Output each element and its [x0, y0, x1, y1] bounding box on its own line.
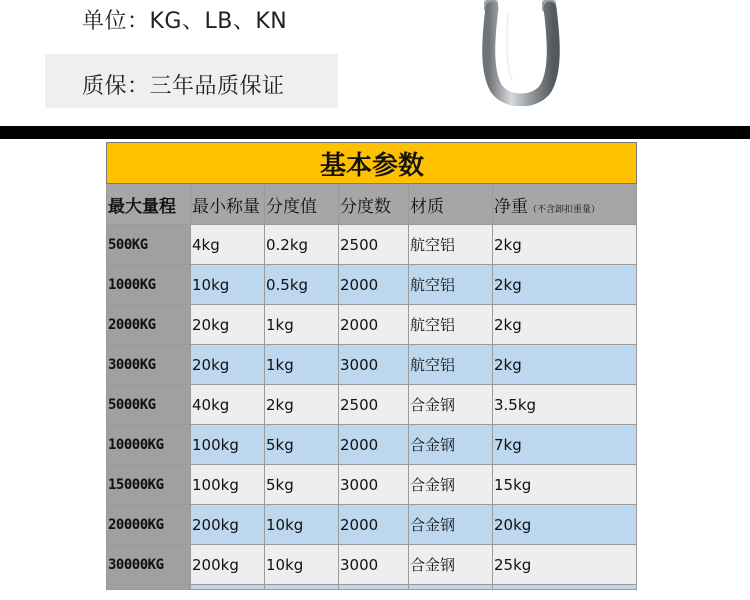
table-cell: 3000 — [339, 465, 409, 505]
table-cell: 20000KG — [107, 505, 191, 545]
table-cell: 合金钢 — [409, 545, 493, 585]
table-cell: 航空铝 — [409, 225, 493, 265]
table-cell: 200kg — [191, 505, 265, 545]
table-cell: 2500 — [339, 225, 409, 265]
table-cell: 2kg — [493, 345, 637, 385]
table-cell: 合金钢 — [409, 505, 493, 545]
column-header: 分度值 — [265, 184, 339, 225]
table-cell: 20kg — [191, 305, 265, 345]
column-header: 净重 — [494, 196, 528, 217]
table-cell: 5kg — [265, 425, 339, 465]
table-row — [107, 265, 637, 305]
table-cell: 3000 — [339, 545, 409, 585]
table-cell: 2kg — [493, 225, 637, 265]
table-cell: 0.2kg — [265, 225, 339, 265]
table-cell: 合金钢 — [409, 385, 493, 425]
table-row — [107, 425, 637, 465]
section-divider-bar — [0, 126, 750, 139]
table-cell: 500KG — [107, 225, 191, 265]
table-cell: 1kg — [265, 305, 339, 345]
table-cell: 40kg — [191, 385, 265, 425]
table-row — [107, 345, 637, 385]
table-cell: 10kg — [265, 545, 339, 585]
table-cell: 2000KG — [107, 305, 191, 345]
table-cell: 3.5kg — [493, 385, 637, 425]
table-cell: 2000 — [339, 305, 409, 345]
table-cell: 航空铝 — [409, 345, 493, 385]
table-cell: 3000KG — [107, 345, 191, 385]
table-cell: 1kg — [265, 345, 339, 385]
table-cell: 10kg — [191, 265, 265, 305]
table-cell — [339, 585, 409, 590]
table-cell: 25kg — [493, 545, 637, 585]
table-cell: 200kg — [191, 545, 265, 585]
table-cell: 合金钢 — [409, 425, 493, 465]
table-row — [107, 505, 637, 545]
column-header: 分度数 — [339, 184, 409, 225]
table-cell: 20kg — [493, 505, 637, 545]
table-cell: 30000KG — [107, 545, 191, 585]
table-cell: 2500 — [339, 385, 409, 425]
table-cell: 航空铝 — [409, 265, 493, 305]
table-cell: 合金钢 — [409, 465, 493, 505]
table-cell: 10kg — [265, 505, 339, 545]
table-cell: 10000KG — [107, 425, 191, 465]
table-cell: 15000KG — [107, 465, 191, 505]
table-cell — [107, 585, 191, 590]
table-cell: 100kg — [191, 465, 265, 505]
table-row-partial — [107, 585, 637, 590]
parameters-table — [106, 142, 637, 590]
table-cell: 航空铝 — [409, 305, 493, 345]
warranty-line: 质保：三年品质保证 — [82, 74, 285, 99]
table-cell: 15kg — [493, 465, 637, 505]
table-cell: 2kg — [493, 265, 637, 305]
table-cell: 7kg — [493, 425, 637, 465]
column-header: 最小称量 — [191, 184, 265, 225]
table-cell — [409, 585, 493, 590]
table-title: 基本参数 — [107, 143, 637, 184]
column-header: 最大量程 — [107, 184, 191, 225]
shackle-hook-icon — [478, 0, 568, 106]
table-cell: 100kg — [191, 425, 265, 465]
table-cell: 2000 — [339, 265, 409, 305]
table-cell: 20kg — [191, 345, 265, 385]
table-row — [107, 465, 637, 505]
net-weight-note: （不含卸扣重量） — [528, 204, 601, 215]
table-row — [107, 545, 637, 585]
table-cell: 1000KG — [107, 265, 191, 305]
table-cell — [493, 585, 637, 590]
table-cell: 0.5kg — [265, 265, 339, 305]
column-header: 材质 — [409, 184, 493, 225]
table-cell: 2000 — [339, 425, 409, 465]
table-cell: 3000 — [339, 345, 409, 385]
table-cell: 5kg — [265, 465, 339, 505]
table-cell — [265, 585, 339, 590]
header-row — [107, 184, 637, 225]
table-cell: 5000KG — [107, 385, 191, 425]
table-row — [107, 225, 637, 265]
table-cell: 2kg — [265, 385, 339, 425]
table-row — [107, 385, 637, 425]
table-cell — [191, 585, 265, 590]
table-cell: 2kg — [493, 305, 637, 345]
table-cell: 4kg — [191, 225, 265, 265]
table-row — [107, 305, 637, 345]
unit-line: 单位：KG、LB、KN — [82, 9, 288, 34]
column-header-net-weight — [493, 184, 637, 225]
table-cell: 2000 — [339, 505, 409, 545]
